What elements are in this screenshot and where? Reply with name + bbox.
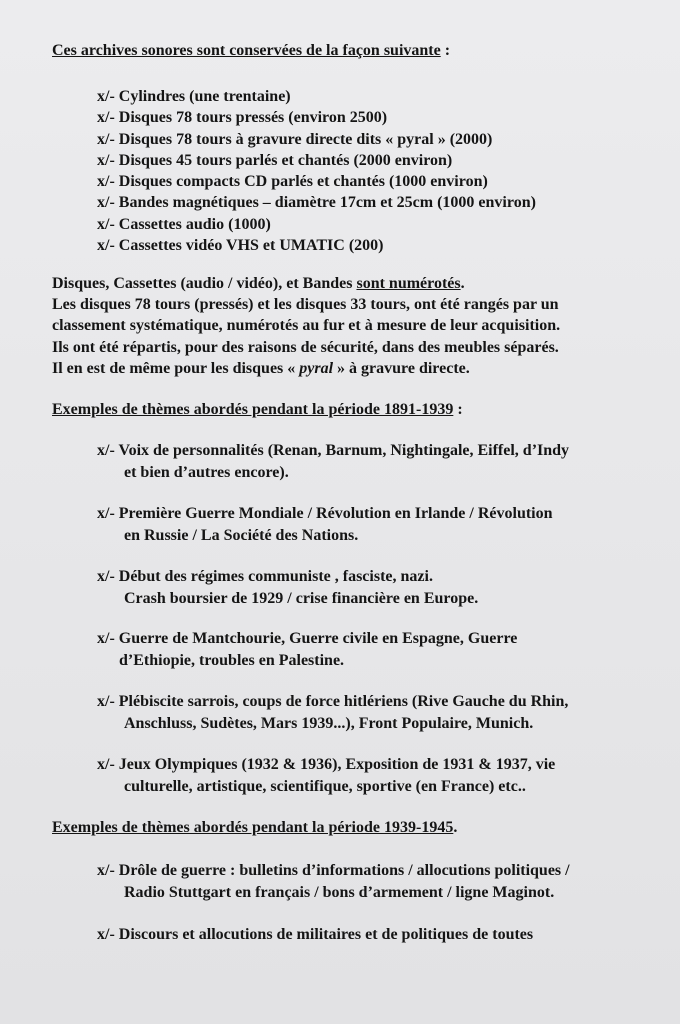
theme-line: en Russie / La Société des Nations. (124, 526, 359, 544)
paragraph-text: Il en est de même pour les disques « (52, 359, 300, 377)
theme-item (97, 503, 657, 546)
theme-line: x/- Jeux Olympiques (1932 & 1936), Exposition de 1931 & 1937, vie (97, 756, 556, 773)
heading-archives-text: Ces archives sonores sont conservées de la façon suivante (52, 42, 441, 59)
paragraph-text: » à gravure directe. (333, 359, 470, 377)
theme-line: x/- Début des régimes communiste , fasciste, nazi. (97, 568, 433, 585)
theme-line: et bien d’autres encore). (124, 463, 289, 481)
paragraph-line (52, 358, 652, 379)
heading-archives-suffix: : (440, 42, 451, 59)
inventory-item: x/- Disques compacts CD parlés et chantés (1000 environ) (97, 173, 488, 191)
heading-themes-1891-1939 (52, 400, 463, 420)
theme-line: Anschluss, Sudètes, Mars 1939...), Front Populaire, Munich. (124, 714, 534, 732)
theme-item (97, 860, 657, 903)
theme-item (97, 754, 657, 797)
heading-themes-suffix: : (453, 401, 463, 418)
heading-themes-text: Exemples de thèmes abordés pendant la période 1939-1945 (52, 819, 454, 836)
inventory-item: x/- Cylindres (une trentaine) (97, 88, 291, 105)
theme-line: x/- Guerre de Mantchourie, Guerre civile en Espagne, Guerre (97, 630, 518, 647)
paragraph-text: Disques, Cassettes (audio / vidéo), et Bandes (52, 275, 357, 292)
theme-line: x/- Drôle de guerre : bulletins d’informations / allocutions politiques / (97, 862, 570, 879)
theme-line: Radio Stuttgart en français / bons d’armement / ligne Maginot. (124, 883, 555, 901)
paragraph-line (52, 273, 652, 294)
paragraph-line: Ils ont été répartis, pour des raisons de sécurité, dans des meubles séparés. (52, 338, 559, 356)
heading-themes-1939-1945 (52, 818, 457, 838)
heading-archives (52, 41, 450, 61)
numbering-paragraph (52, 273, 652, 379)
theme-line: x/- Première Guerre Mondiale / Révolution en Irlande / Révolution (97, 505, 553, 522)
inventory-item: x/- Cassettes vidéo VHS et UMATIC (200) (97, 237, 384, 255)
theme-line: x/- Voix de personnalités (Renan, Barnum, Nightingale, Eiffel, d’Indy (97, 442, 570, 459)
inventory-item: x/- Disques 45 tours parlés et chantés (2000 environ) (97, 151, 453, 169)
theme-item (97, 691, 657, 734)
theme-item (97, 566, 657, 609)
paragraph-line: classement systématique, numérotés au fur et à mesure de leur acquisition. (52, 317, 561, 335)
theme-line: x/- Discours et allocutions de militaires et de politiques de toutes (97, 926, 534, 943)
theme-line: culturelle, artistique, scientifique, sportive (en France) etc.. (124, 777, 526, 795)
paragraph-text: . (460, 275, 465, 292)
theme-item (97, 924, 657, 946)
paragraph-line: Les disques 78 tours (pressés) et les disques 33 tours, ont été rangés par un (52, 296, 559, 314)
inventory-item: x/- Bandes magnétiques – diamètre 17cm et 25cm (1000 environ) (97, 194, 536, 212)
inventory-item: x/- Cassettes audio (1000) (97, 215, 271, 233)
inventory-list (97, 86, 536, 256)
inventory-item: x/- Disques 78 tours à gravure directe dits « pyral » (2000) (97, 130, 493, 148)
theme-line: Crash boursier de 1929 / crise financière en Europe. (124, 589, 479, 607)
theme-line: d’Ethiopie, troubles en Palestine. (119, 651, 345, 669)
heading-themes-text: Exemples de thèmes abordés pendant la période 1891-1939 (52, 401, 454, 418)
inventory-item: x/- Disques 78 tours pressés (environ 2500) (97, 109, 388, 127)
theme-line: x/- Plébiscite sarrois, coups de force hitlériens (Rive Gauche du Rhin, (97, 693, 569, 710)
paragraph-underlined: sont numérotés (356, 275, 461, 292)
paragraph-italic: pyral (299, 359, 334, 377)
heading-themes-suffix: . (453, 819, 458, 836)
theme-item (97, 440, 657, 483)
theme-item (97, 628, 657, 671)
